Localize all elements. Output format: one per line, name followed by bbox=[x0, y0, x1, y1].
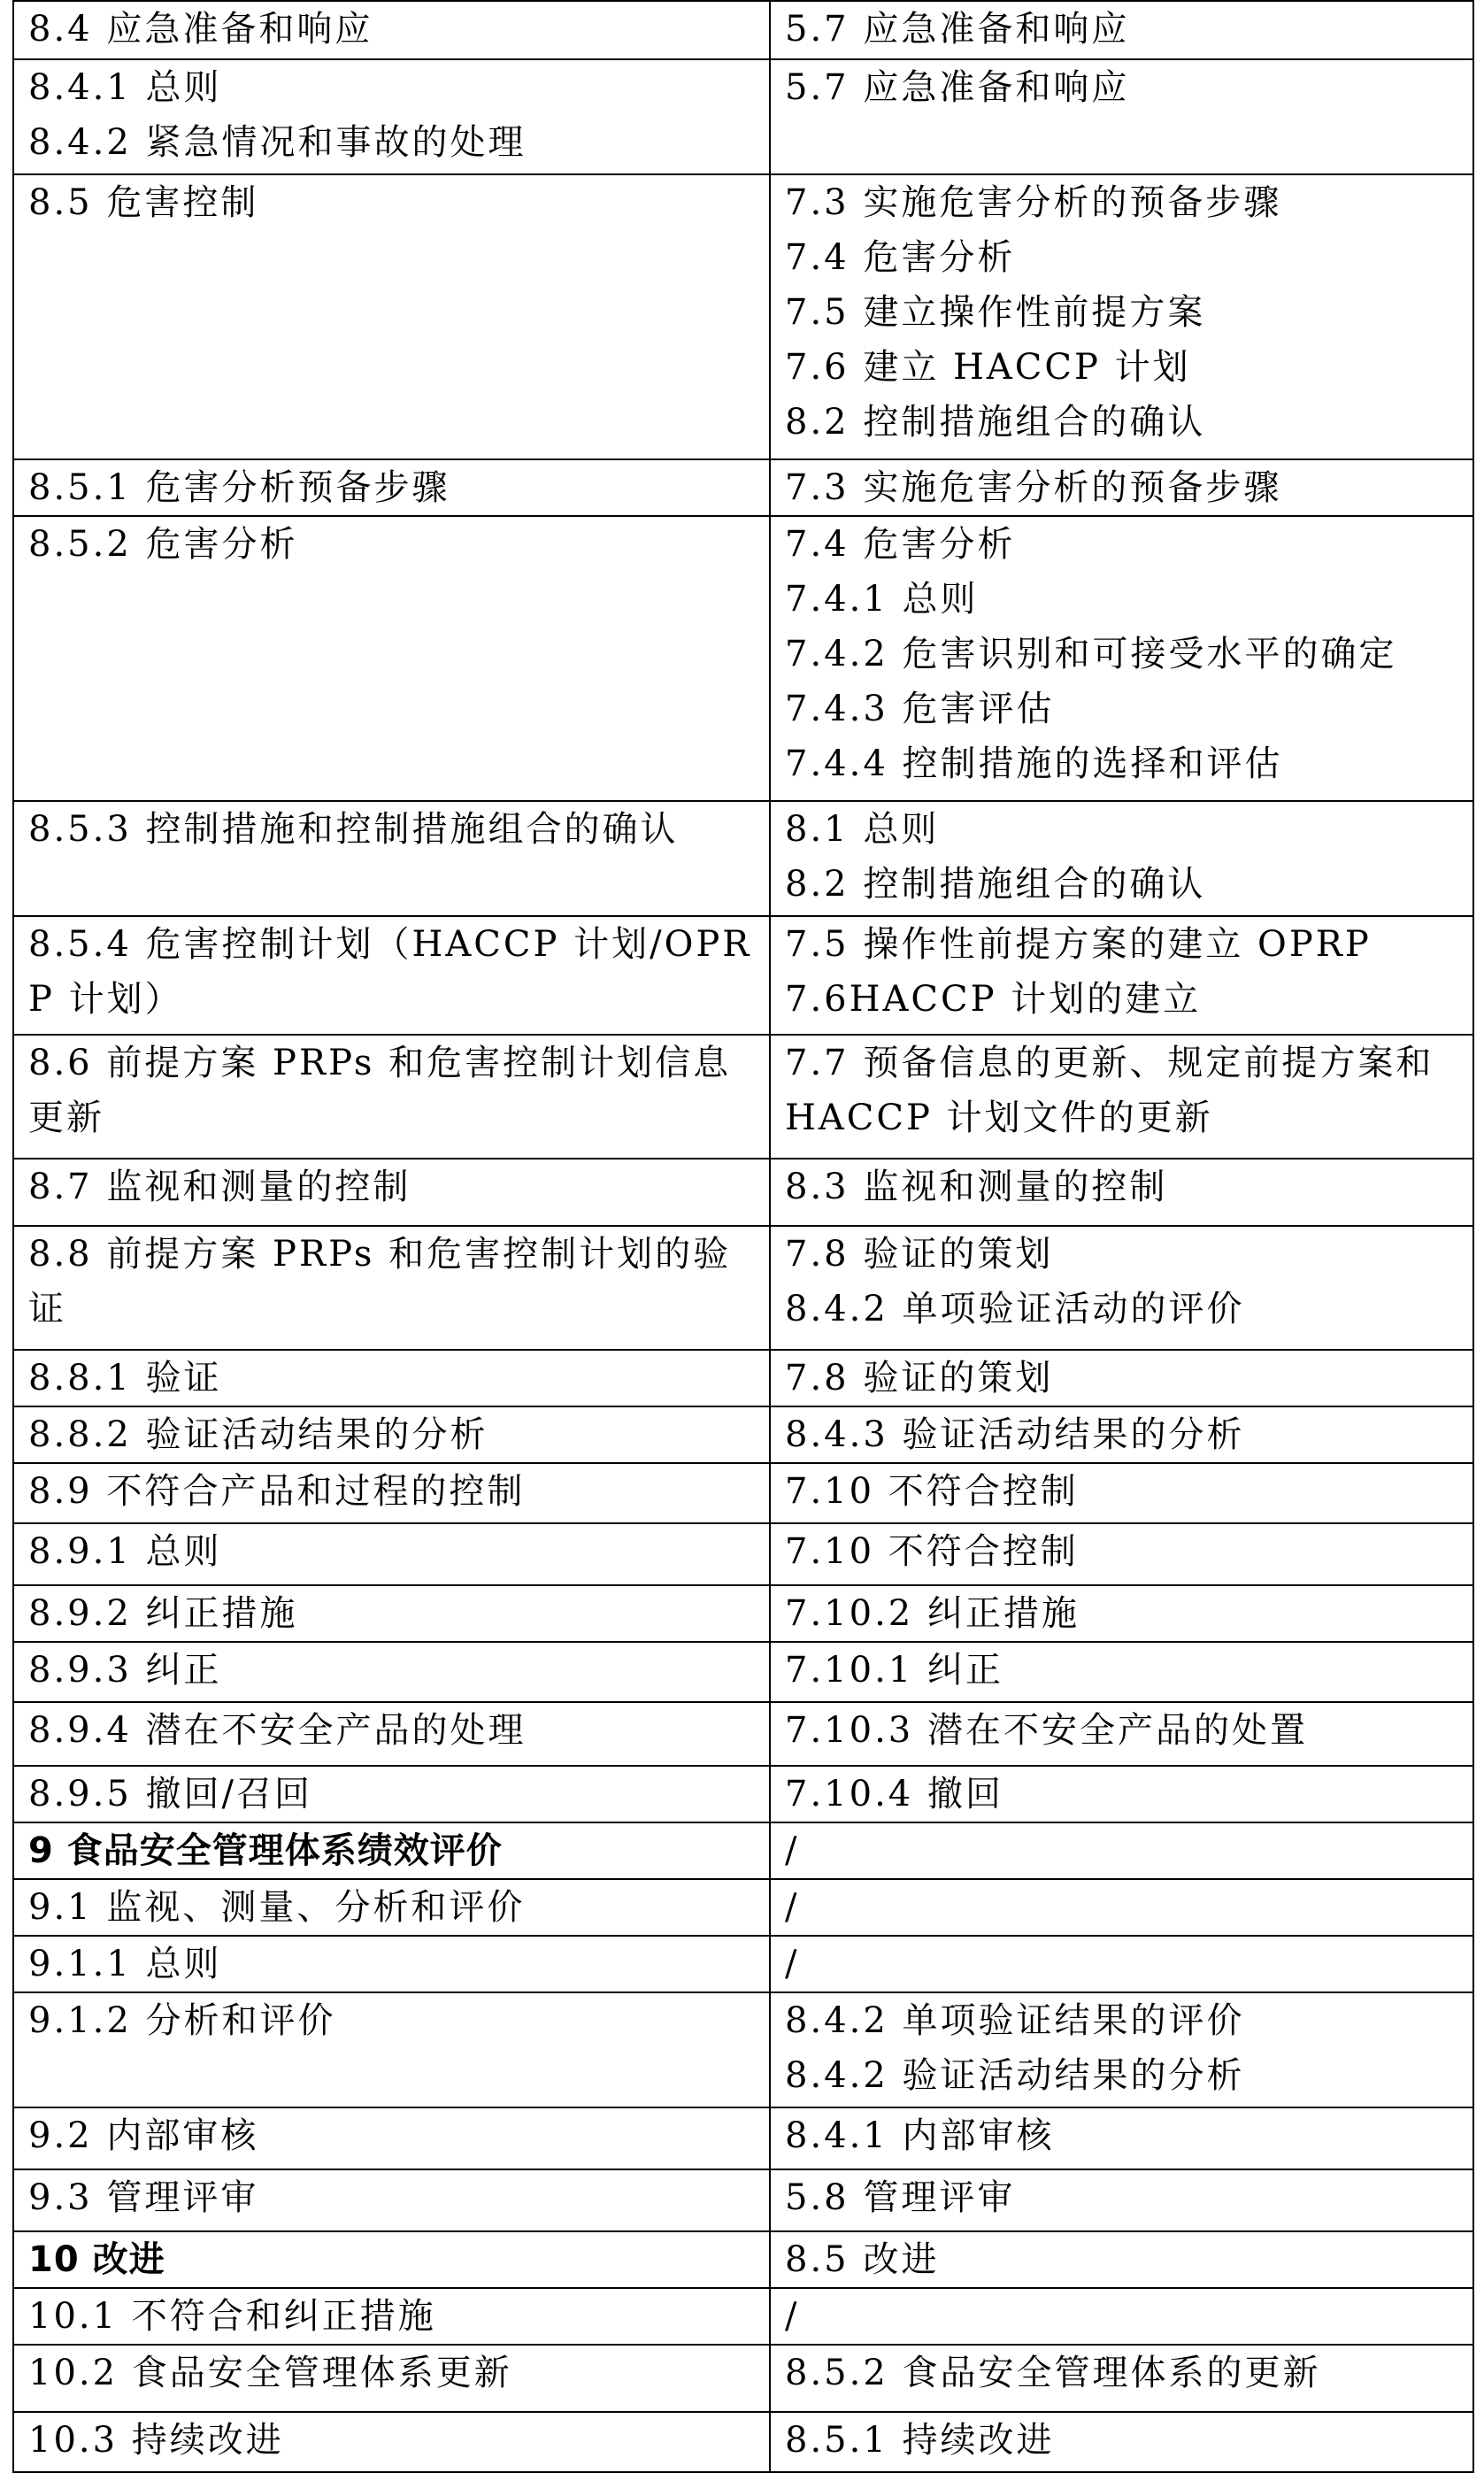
old-clause-cell bbox=[770, 1463, 1473, 1523]
table-row bbox=[13, 2231, 1473, 2288]
table-row bbox=[13, 516, 1473, 801]
new-clause-cell bbox=[13, 1463, 770, 1523]
old-clause-cell bbox=[770, 1035, 1473, 1159]
old-clause-cell bbox=[770, 1879, 1473, 1936]
new-clause-cell bbox=[13, 174, 770, 459]
clause-text: 9.1.2 分析和评价 bbox=[28, 2000, 336, 2041]
old-clause-cell bbox=[770, 1523, 1473, 1585]
clause-text: / bbox=[785, 2296, 800, 2337]
clause-text: 7.5 操作性前提方案的建立 OPRP bbox=[785, 924, 1372, 965]
clause-text: 9.1.1 总则 bbox=[28, 1944, 222, 1984]
new-clause-cell bbox=[13, 1226, 770, 1350]
new-clause-cell bbox=[13, 2412, 770, 2472]
clause-text: 9.2 内部审核 bbox=[28, 2115, 259, 2156]
table-row bbox=[13, 1463, 1473, 1523]
clause-text: 5.8 管理评审 bbox=[785, 2177, 1016, 2218]
old-clause-cell bbox=[770, 1822, 1473, 1879]
clause-text: 8.5.1 危害分析预备步骤 bbox=[28, 467, 450, 508]
clause-text: 8.4.2 紧急情况和事故的处理 bbox=[28, 122, 527, 163]
new-clause-cell bbox=[13, 2345, 770, 2412]
clause-text: 7.4.1 总则 bbox=[785, 579, 979, 620]
old-clause-cell bbox=[770, 1585, 1473, 1642]
clause-text: 5.7 应急准备和响应 bbox=[785, 67, 1130, 108]
clause-text: 7.6 建立 HACCP 计划 bbox=[785, 347, 1191, 388]
clause-text: 8.9.3 纠正 bbox=[28, 1650, 222, 1691]
clause-text: 8.3 监视和测量的控制 bbox=[785, 1167, 1168, 1207]
clause-text: 8.5.3 控制措施和控制措施组合的确认 bbox=[28, 809, 679, 850]
clause-text: 7.10.2 纠正措施 bbox=[785, 1593, 1080, 1634]
clause-text: 7.5 建立操作性前提方案 bbox=[785, 292, 1206, 333]
clause-text: 8.4 应急准备和响应 bbox=[28, 9, 373, 50]
clause-text: 7.6HACCP 计划的建立 bbox=[785, 979, 1202, 1020]
table-row bbox=[13, 1879, 1473, 1936]
new-clause-cell bbox=[13, 1642, 770, 1702]
new-clause-cell bbox=[13, 1406, 770, 1463]
new-clause-cell bbox=[13, 1035, 770, 1159]
old-clause-cell bbox=[770, 1702, 1473, 1766]
clause-text: / bbox=[785, 1830, 800, 1871]
old-clause-cell bbox=[770, 516, 1473, 801]
table-row bbox=[13, 59, 1473, 174]
old-clause-cell bbox=[770, 1226, 1473, 1350]
old-clause-cell bbox=[770, 459, 1473, 516]
table-row bbox=[13, 2345, 1473, 2412]
clause-text: 8.9.5 撤回/召回 bbox=[28, 1774, 312, 1814]
clause-text: 8.5 改进 bbox=[785, 2239, 940, 2280]
table-row bbox=[13, 1406, 1473, 1463]
old-clause-cell bbox=[770, 2107, 1473, 2169]
clause-text: 10.3 持续改进 bbox=[28, 2420, 284, 2461]
new-clause-cell bbox=[13, 2288, 770, 2345]
new-clause-cell bbox=[13, 2231, 770, 2288]
old-clause-cell bbox=[770, 59, 1473, 174]
new-clause-cell bbox=[13, 1766, 770, 1822]
clause-text: 10.1 不符合和纠正措施 bbox=[28, 2296, 436, 2337]
old-clause-cell bbox=[770, 2169, 1473, 2231]
table-row bbox=[13, 801, 1473, 916]
new-clause-cell bbox=[13, 1585, 770, 1642]
old-clause-cell bbox=[770, 1936, 1473, 1992]
old-clause-cell bbox=[770, 916, 1473, 1035]
table-row bbox=[13, 1585, 1473, 1642]
table-row bbox=[13, 2169, 1473, 2231]
table-row bbox=[13, 1822, 1473, 1879]
old-clause-cell bbox=[770, 1350, 1473, 1406]
clause-text: 8.8.2 验证活动结果的分析 bbox=[28, 1414, 488, 1455]
clause-text: 8.5.2 危害分析 bbox=[28, 524, 298, 565]
table-row bbox=[13, 1226, 1473, 1350]
clause-text: 8.4.2 单项验证结果的评价 bbox=[785, 2000, 1245, 2041]
clause-text: 7.4 危害分析 bbox=[785, 237, 1016, 278]
clause-text: 8.4.1 总则 bbox=[28, 67, 222, 108]
table-row bbox=[13, 1766, 1473, 1822]
table-row bbox=[13, 1642, 1473, 1702]
new-clause-cell bbox=[13, 516, 770, 801]
new-clause-cell bbox=[13, 1702, 770, 1766]
clause-text: 8.9 不符合产品和过程的控制 bbox=[28, 1471, 526, 1512]
new-clause-cell bbox=[13, 1936, 770, 1992]
table-row bbox=[13, 1523, 1473, 1585]
clause-text: 8.8.1 验证 bbox=[28, 1358, 222, 1398]
clause-text: 8.2 控制措施组合的确认 bbox=[785, 864, 1206, 905]
clause-text: 8.1 总则 bbox=[785, 809, 940, 850]
clause-text: 7.10.3 潜在不安全产品的处置 bbox=[785, 1710, 1308, 1751]
clause-text: 8.5.4 危害控制计划（HACCP 计划/OPRP 计划） bbox=[28, 924, 752, 1020]
table-row bbox=[13, 2107, 1473, 2169]
old-clause-cell bbox=[770, 1642, 1473, 1702]
table-row bbox=[13, 2412, 1473, 2472]
clause-text: 8.4.3 验证活动结果的分析 bbox=[785, 1414, 1245, 1455]
new-clause-cell bbox=[13, 1, 770, 59]
clause-correspondence-table bbox=[12, 0, 1474, 2473]
old-clause-cell bbox=[770, 1766, 1473, 1822]
old-clause-cell bbox=[770, 2345, 1473, 2412]
new-clause-cell bbox=[13, 1822, 770, 1879]
clause-text: 7.8 验证的策划 bbox=[785, 1234, 1054, 1275]
clause-text: 7.3 实施危害分析的预备步骤 bbox=[785, 467, 1282, 508]
new-clause-cell bbox=[13, 1350, 770, 1406]
clause-text: 7.10.4 撤回 bbox=[785, 1774, 1003, 1814]
clause-text: 8.9.2 纠正措施 bbox=[28, 1593, 298, 1634]
table-row bbox=[13, 1350, 1473, 1406]
clause-text: 8.6 前提方案 PRPs 和危害控制计划信息更新 bbox=[28, 1043, 732, 1138]
clause-text: 8.4.2 单项验证活动的评价 bbox=[785, 1289, 1245, 1329]
clause-text: 8.7 监视和测量的控制 bbox=[28, 1167, 411, 1207]
clause-text: 8.2 控制措施组合的确认 bbox=[785, 402, 1206, 443]
clause-text: 7.4.4 控制措施的选择和评估 bbox=[785, 743, 1283, 784]
old-clause-cell bbox=[770, 174, 1473, 459]
clause-text: 7.4.2 危害识别和可接受水平的确定 bbox=[785, 634, 1397, 674]
clause-text: 7.4 危害分析 bbox=[785, 524, 1016, 565]
table-row bbox=[13, 1159, 1473, 1226]
table-row bbox=[13, 2288, 1473, 2345]
old-clause-cell bbox=[770, 2231, 1473, 2288]
table-row bbox=[13, 916, 1473, 1035]
table-row bbox=[13, 1035, 1473, 1159]
clause-text: / bbox=[785, 1887, 800, 1928]
table-row bbox=[13, 1936, 1473, 1992]
clause-text: 8.5.2 食品安全管理体系的更新 bbox=[785, 2353, 1321, 2393]
new-clause-cell bbox=[13, 1879, 770, 1936]
clause-text: 7.10 不符合控制 bbox=[785, 1471, 1079, 1512]
table-row bbox=[13, 174, 1473, 459]
clause-text: 9.1 监视、测量、分析和评价 bbox=[28, 1887, 526, 1928]
new-clause-cell bbox=[13, 1159, 770, 1226]
table-row bbox=[13, 459, 1473, 516]
clause-text: 8.4.1 内部审核 bbox=[785, 2115, 1055, 2156]
new-clause-cell bbox=[13, 459, 770, 516]
old-clause-cell bbox=[770, 801, 1473, 916]
clause-text: 7.7 预备信息的更新、规定前提方案和 HACCP 计划文件的更新 bbox=[785, 1043, 1434, 1138]
old-clause-cell bbox=[770, 1159, 1473, 1226]
new-clause-cell bbox=[13, 2169, 770, 2231]
new-clause-cell bbox=[13, 801, 770, 916]
clause-text: 8.9.1 总则 bbox=[28, 1531, 222, 1572]
clause-text: / bbox=[785, 1944, 800, 1984]
table-row bbox=[13, 1, 1473, 59]
clause-text: 9 食品安全管理体系绩效评价 bbox=[28, 1830, 503, 1871]
new-clause-cell bbox=[13, 1992, 770, 2107]
clause-text: 8.8 前提方案 PRPs 和危害控制计划的验证 bbox=[28, 1234, 732, 1329]
table-row bbox=[13, 1992, 1473, 2107]
old-clause-cell bbox=[770, 1406, 1473, 1463]
table-row bbox=[13, 1702, 1473, 1766]
clause-text: 7.10 不符合控制 bbox=[785, 1531, 1079, 1572]
clause-text: 7.10.1 纠正 bbox=[785, 1650, 1003, 1691]
old-clause-cell bbox=[770, 1, 1473, 59]
old-clause-cell bbox=[770, 2412, 1473, 2472]
clause-text: 9.3 管理评审 bbox=[28, 2177, 259, 2218]
clause-text: 7.4.3 危害评估 bbox=[785, 689, 1055, 729]
clause-text: 7.3 实施危害分析的预备步骤 bbox=[785, 182, 1282, 223]
new-clause-cell bbox=[13, 2107, 770, 2169]
clause-text: 7.8 验证的策划 bbox=[785, 1358, 1054, 1398]
table-body bbox=[13, 1, 1473, 2472]
clause-text: 8.5.1 持续改进 bbox=[785, 2420, 1055, 2461]
old-clause-cell bbox=[770, 1992, 1473, 2107]
clause-text: 8.9.4 潜在不安全产品的处理 bbox=[28, 1710, 527, 1751]
clause-text: 10.2 食品安全管理体系更新 bbox=[28, 2353, 512, 2393]
new-clause-cell bbox=[13, 1523, 770, 1585]
clause-text: 8.5 危害控制 bbox=[28, 182, 259, 223]
clause-text: 5.7 应急准备和响应 bbox=[785, 9, 1130, 50]
new-clause-cell bbox=[13, 59, 770, 174]
old-clause-cell bbox=[770, 2288, 1473, 2345]
new-clause-cell bbox=[13, 916, 770, 1035]
clause-text: 10 改进 bbox=[28, 2239, 165, 2280]
clause-text: 8.4.2 验证活动结果的分析 bbox=[785, 2055, 1245, 2096]
